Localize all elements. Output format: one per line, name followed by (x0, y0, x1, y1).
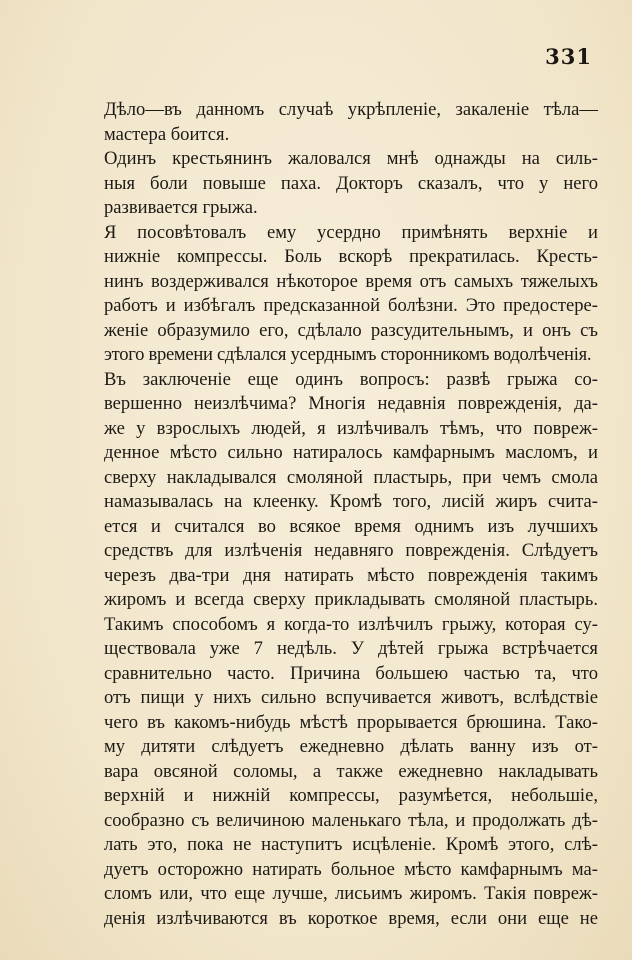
page-body-text (104, 98, 598, 931)
text-line: ется и считался во всякое время однимъ изъ лучшихъ (104, 515, 598, 537)
text-line: отъ пищи у нихъ сильно вспучивается животъ, вслѣдствіе (104, 687, 598, 708)
text-line: денное мѣсто сильно натиралось камфарнымъ масломъ, и (104, 442, 598, 463)
text-line: му дитяти слѣдуетъ ежедневно дѣлать ванну изъ от- (104, 736, 598, 757)
text-line: работъ и избѣгалъ предсказанной болѣзни. Это предостере- (104, 295, 598, 316)
text-line: мастера боится. (104, 123, 230, 145)
text-line: дуетъ осторожно натирать больное мѣсто камфарнымъ ма- (104, 858, 598, 880)
text-line: сравнительно часто. Причина большею частью та, что (104, 662, 598, 684)
text-line: Я посовѣтовалъ ему усердно примѣнять верхніе и (104, 221, 598, 243)
text-line: ныя боли повыше паха. Докторъ сказалъ, что у него (104, 172, 598, 194)
page-number: 331 (545, 44, 592, 69)
text-line: жиромъ и всегда сверху прикладывать смоляной пластырь. (104, 589, 598, 610)
text-line: нижніе компрессы. Боль вскорѣ прекратилась. Кресть- (104, 246, 598, 267)
text-line: верхній и нижній компрессы, разумѣется, небольшіе, (104, 785, 598, 806)
text-line: Дѣло—въ данномъ случаѣ укрѣпленіе, закаленіе тѣла— (104, 99, 598, 120)
text-line: сообразно съ величиною маленькаго тѣла, и продолжать дѣ- (104, 809, 598, 831)
text-line: Въ заключеніе еще одинъ вопросъ: развѣ грыжа со- (104, 368, 598, 390)
text-line: черезъ два-три дня натирать мѣсто поврежденія такимъ (104, 564, 598, 586)
text-line: средствъ для излѣченія недавняго поврежденія. Слѣдуетъ (104, 540, 598, 561)
text-line: Одинъ крестьянинъ жаловался мнѣ однажды на силь- (104, 148, 598, 169)
text-line: ществовала уже 7 недѣль. У дѣтей грыжа встрѣчается (104, 638, 598, 659)
text-line: этого времени сдѣлался усерднымъ сторонникомъ водолѣченія. (104, 344, 592, 365)
text-line: же у взрослыхъ людей, я излѣчивалъ тѣмъ, что повреж- (104, 417, 598, 439)
text-line: нинъ воздерживался нѣкоторое время отъ самыхъ тяжелыхъ (104, 270, 598, 292)
text-line: денія излѣчиваются въ короткое время, если они еще не (104, 907, 598, 929)
text-line: развивается грыжа. (104, 197, 258, 218)
text-line: чего въ какомъ-нибудь мѣстѣ прорывается брюшина. Тако- (104, 711, 598, 733)
text-line: лать это, пока не наступитъ исцѣленіе. Кромѣ этого, слѣ- (104, 834, 598, 855)
text-line: вара овсяной соломы, а также ежедневно накладывать (104, 760, 598, 782)
text-line: намазывалась на клеенку. Кромѣ того, лисій жиръ счита- (104, 491, 598, 512)
text-line: сверху накладывался смоляной пластырь, при чемъ смола (104, 466, 598, 488)
text-line: сломъ или, что еще лучше, лисьимъ жиромъ. Такія повреж- (104, 883, 598, 904)
text-line: Такимъ способомъ я когда-то излѣчилъ грыжу, которая су- (104, 613, 598, 635)
text-line: женіе образумило его, сдѣлало разсудительнымъ, и онъ съ (104, 319, 598, 341)
text-line: вершенно неизлѣчима? Многія недавнія поврежденія, да- (104, 393, 598, 414)
